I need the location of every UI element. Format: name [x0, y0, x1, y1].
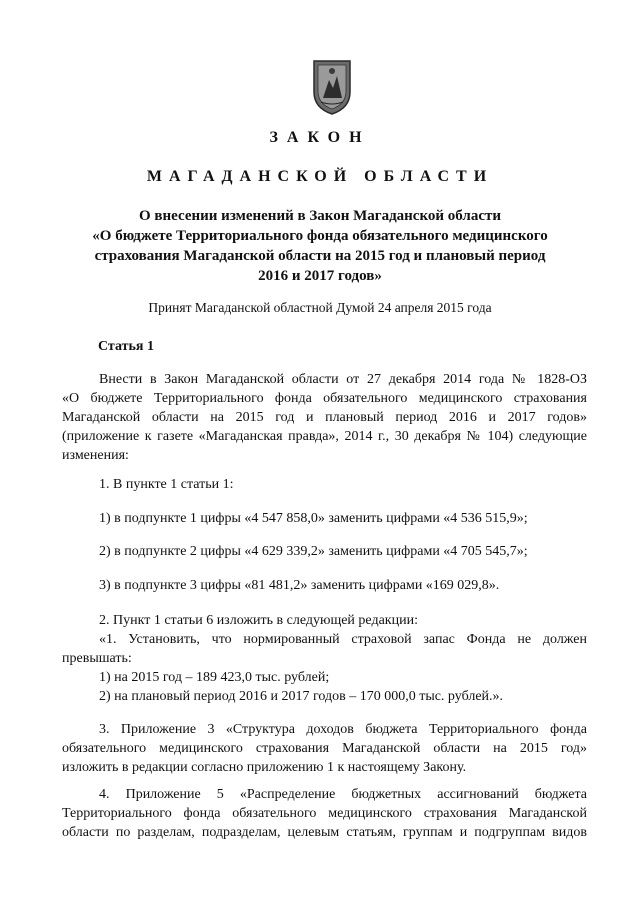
- item-3: [62, 720, 587, 777]
- article-intro: [62, 370, 587, 465]
- article-heading: Статья 1: [98, 339, 154, 354]
- region-title: МАГАДАНСКОЙ ОБЛАСТИ: [146, 168, 494, 185]
- subtitle-line: «О бюджете Территориального фонда обязательного медицинского: [92, 228, 548, 244]
- text-line: Внести в Закон Магаданской области от 27 декабря 2014 года № 1828-ОЗ: [99, 372, 587, 387]
- text-line: Территориального фонда обязательного медицинского страхования Магаданской: [62, 806, 587, 821]
- subtitle-line: О внесении изменений в Закон Магаданской области: [139, 208, 501, 224]
- law-subtitle: [60, 206, 580, 286]
- text-line: изменения:: [62, 448, 129, 463]
- text-line: обязательного медицинского страхования Магаданской области на 2015 год»: [62, 741, 587, 756]
- subitem-3: 3) в подпункте 3 цифры «81 481,2» заменить цифрами «169 029,8».: [99, 578, 500, 593]
- text-line: превышать:: [62, 651, 132, 666]
- text-line: 3. Приложение 3 «Структура доходов бюджета Территориального фонда: [99, 722, 587, 737]
- coat-of-arms-icon: [311, 58, 353, 116]
- text-line: 4. Приложение 5 «Распределение бюджетных ассигнований бюджета: [99, 787, 587, 802]
- text-line: (приложение к газете «Магаданская правда», 2014 г., 30 декабря № 104) следующие: [62, 429, 587, 444]
- text-line: изложить в редакции согласно приложению 1 к настоящему Закону.: [62, 760, 467, 775]
- law-title: ЗАКОН: [269, 129, 371, 146]
- subtitle-line: страхования Магаданской области на 2015 год и плановый период: [94, 248, 546, 264]
- text-line: Магаданской области на 2015 год и плановый период 2016 и 2017 годов»: [62, 410, 587, 425]
- item-2: 2. Пункт 1 статьи 6 изложить в следующей редакции:: [99, 613, 418, 628]
- subitem-1: 1) в подпункте 1 цифры «4 547 858,0» заменить цифрами «4 536 515,9»;: [99, 511, 528, 526]
- text-line: «О бюджете Территориального фонда обязательного медицинского страхования: [62, 391, 587, 406]
- item-1: 1. В пункте 1 статьи 1:: [99, 477, 234, 492]
- adoption-note: Принят Магаданской областной Думой 24 апреля 2015 года: [148, 300, 492, 315]
- item-2-limit-2015: 1) на 2015 год – 189 423,0 тыс. рублей;: [99, 670, 330, 685]
- item-2-quote: [62, 630, 587, 668]
- subtitle-line: 2016 и 2017 годов»: [258, 268, 382, 284]
- item-4: [62, 785, 587, 842]
- text-line: «1. Установить, что нормированный страховой запас Фонда не должен: [99, 632, 587, 647]
- subitem-2: 2) в подпункте 2 цифры «4 629 339,2» заменить цифрами «4 705 545,7»;: [99, 544, 528, 559]
- text-line: области по разделам, подразделам, целевым статьям, группам и подгруппам видов: [62, 825, 587, 840]
- item-2-limit-plan: 2) на плановый период 2016 и 2017 годов – 170 000,0 тыс. рублей.».: [99, 689, 504, 704]
